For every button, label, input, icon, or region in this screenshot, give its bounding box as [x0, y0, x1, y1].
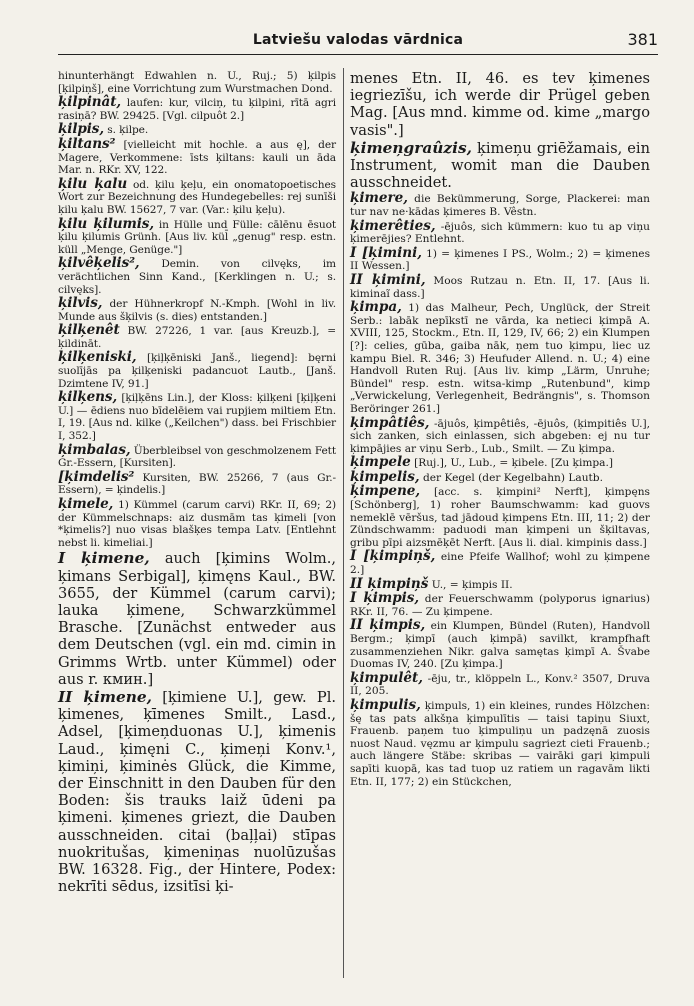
entry-text: Moos Rutzau n. Etn. II, 17. [Aus li. kiminaĩ dass.]	[350, 274, 650, 300]
dictionary-entry	[58, 257, 336, 296]
entry-headword: ķilķeniski,	[58, 349, 137, 366]
dictionary-entry	[350, 414, 650, 456]
entry-text: Kursiten, BW. 25266, 7 (aus Gr.-Essern), = ķindelis.]	[58, 471, 336, 497]
entry-headword: ķimere,	[350, 190, 408, 207]
entry-headword: ķimpulis,	[350, 696, 421, 713]
entry-text: ķimpuls, 1) ein kleines, rundes Hölzchen: šę tas pats alkšņa ķimpulītis — taisi tapiņu Siuxt, Frauenb. paņem tuo ķimpuliņu un padzęnā zuosis nuost Naud. vęzmu ar ķimpulu sagriezt cieti Frauenb.; auch längere Stäbe: skribas — vairāki gaŗi ķimpuli sapīti kuopā, kas tad tuop uz ratiem un ragavām likti Etn. II, 177; 2) ein Stückchen,	[350, 699, 650, 788]
dictionary-entry	[350, 550, 650, 576]
dictionary-entry	[350, 592, 650, 618]
dictionary-entry	[350, 669, 650, 698]
dictionary-entry	[58, 70, 336, 95]
dictionary-entry	[350, 192, 650, 218]
entry-headword: II ķimini,	[350, 271, 426, 288]
dictionary-entry	[58, 324, 336, 350]
dictionary-entry	[58, 135, 336, 177]
dictionary-entry	[350, 696, 650, 788]
entry-text: -ēju, tr., klöppeln L., Konv.² 3507, Druva II, 205.	[350, 672, 650, 698]
entry-headword: I [ķimpiņš,	[350, 548, 436, 565]
entry-text: [ķiļķēniski Janš., liegend]: bęrni suolījās pa ķilķeniski padancuot Lautb., [Janš. Dzimtene IV, 91.]	[58, 352, 336, 390]
entry-headword: ķimbalas,	[58, 441, 131, 458]
entry-text: Demin. von cilvęks, im verächtlichen Sinn Kand., [Kerklingen n. U.; s. cilvęks].	[58, 258, 336, 296]
dictionary-entry	[58, 441, 336, 470]
dictionary-entry	[350, 456, 650, 470]
dictionary-entry	[58, 689, 336, 895]
entry-text: U., = ķimpis II.	[431, 578, 513, 591]
entry-headword: ķilķens,	[58, 389, 118, 406]
entry-headword: II ķimpis,	[350, 617, 426, 634]
dictionary-entry	[350, 70, 650, 139]
entry-headword: ķimpâtiês,	[350, 414, 430, 431]
column-divider	[343, 68, 344, 978]
entry-headword: ķimele,	[58, 496, 114, 512]
entry-text: der Feuerschwamm (polyporus ignarius) RKr. II, 76. — Zu ķimpene.	[350, 593, 650, 618]
entry-headword: ķimerêties,	[350, 217, 436, 234]
entry-text: -ējuôs, sich kümmern: kuo tu ap viņu ķimerējies? Entlehnt.	[350, 220, 650, 246]
entry-headword: ķiltans²	[58, 135, 116, 152]
dictionary-entry	[58, 468, 336, 497]
dictionary-entry	[350, 575, 650, 592]
entry-text: [ķiļķēns Lin.], der Kloss: ķilķeni [ķiļķeni U.] — ēdiens nuo bīdelēiem vai rupjiem miltiem Etn. I, 19. [Aus nd. kilke („Keilchen") dass. bei Frischbier I, 352.]	[58, 392, 336, 443]
dictionary-entry	[350, 468, 650, 485]
entry-headword: ķilu ķalu	[58, 175, 128, 192]
dictionary-entry	[58, 391, 336, 442]
entry-text: [Ruj.], U., Lub., = ķibele. [Zu ķimpa.]	[414, 457, 613, 470]
dictionary-entry	[58, 175, 336, 217]
entry-text: [ķimiene U.], gew. Pl. ķimenes, ķīmenes Smilt., Lasd., Adsel, [ķimeņduonas U.], ķimenis Laud., ķimęni C., ķimeņi Konv.¹, ķimiņi, ķiminės Glück, die Kimme, der Einschnitt in den Dauben für den Boden: šis trauks laiž ūdeni pa ķimeni. ķimenes griezt, die Dauben ausschneiden. citai (baļļai) stīpas nuokritušas, ķimeniņas nuolūzušas BW. 16328. Fig., der Hintere, Podex: nekrīti sēdus, izsitīsi ķi-	[58, 689, 337, 896]
entry-headword: ķimpa,	[350, 299, 402, 316]
left-column	[58, 70, 336, 896]
dictionary-entry	[58, 215, 336, 257]
entry-headword: II ķimpiņš	[350, 575, 429, 592]
entry-headword: ķilu ķilumis,	[58, 215, 154, 232]
entry-text: der Hühnerkropf N.-Kmph. [Wohl in liv. Munde aus šķilvis (s. dies) entstanden.]	[58, 298, 336, 323]
entry-headword: ķilķenêt	[58, 322, 120, 339]
entry-text: ein Klumpen, Bündel (Ruten), Handvoll Bergm.; ķimpī (auch ķimpā) savilkt, krampfhaft zusammenziehen Nikr. galva samętas ķimpī A. Švabe Duomas IV, 240. [Zu ķimpa.]	[350, 620, 650, 671]
entry-text: laufen: kur, vilciņ, tu ķilpini, rītā agri rasiņā? BW. 29425. [Vgl. cilpuôt 2.]	[58, 97, 336, 122]
entry-headword: ķimpene,	[350, 483, 421, 500]
entry-text: -ājuôs, ķimpêtiês, -ējuôs, (ķimpitiês U.], sich zanken, sich einlassen, sich abgeben: ej nu tur ķimpājies ar viņu Serb., Lub., Smilt. — Zu ķimpa.	[350, 417, 650, 455]
right-column	[350, 70, 650, 789]
entry-text: 1) das Malheur, Pech, Unglück, der Streit Serb.: labāk nepīkstī ne vārda, ka netieci ķimpā A. XVIII, 125, Stockm., Etn. II, 129, IV, 66; 2) ein Klumpen [?]: celies, gūba, gaiba nāk, ņem tuo ķimpu, liec uz kampu Biel. R. 346; 3) Heufuder Allend. n. U.; 4) eine Handvoll Ruten Ruj. [Aus liv. kimp „Lärm, Unruhe; Bündel" resp. estn. witsa-kimp „Rutenbund", kimp „Verwickelung, Verlegenheit, Bedrängnis", s. Thomson Beröringer 261.]	[350, 302, 650, 415]
dictionary-entry	[58, 297, 336, 323]
running-title: Latviešu valodas vārdnica	[252, 32, 464, 48]
entry-headword: ķilpis,	[58, 121, 104, 138]
dictionary-entry	[58, 96, 336, 122]
dictionary-entry	[350, 271, 650, 300]
entry-headword: I ķimene,	[58, 549, 150, 568]
dictionary-entry	[350, 301, 650, 415]
entry-text: eine Pfeife Wallhof; wohl zu ķimpene 2.]	[350, 551, 650, 577]
entry-headword: [ķimdelis²	[58, 468, 135, 485]
entry-text: auch [ķimins Wolm., ķimans Serbigal], ķimęns Kaul., BW. 3655, der Kümmel (carum carvi); lauka ķimene, Schwarzkümmel Brasche. [Zunächst entweder aus dem Deutschen (vgl. ein md. cimin in Grimms Wrtb. unter Kümmel) oder aus r. кмин.]	[58, 550, 336, 688]
entry-text: der Kegel (der Kegelbahn) Lautb.	[422, 471, 603, 484]
dictionary-entry	[350, 619, 650, 670]
entry-text: hinunterhängt Edwahlen n. U., Ruj.; 5) ķilpis [ķilpiņš], eine Vorrichtung zum Wurstmachen Dond.	[58, 70, 336, 95]
entry-headword: ķimeņgraûzis,	[350, 138, 472, 157]
running-header	[58, 30, 658, 55]
entry-headword: ķimpelis,	[350, 468, 420, 485]
dictionary-entry	[350, 485, 650, 549]
entry-text: 1) = ķimenes I PS., Wolm.; 2) = ķimenes II Wessen.]	[350, 247, 651, 273]
entry-headword: I [ķimini,	[350, 244, 422, 261]
page-number: 381	[627, 30, 658, 49]
dictionary-entry	[58, 351, 336, 390]
entry-headword: ķilvêķelis²,	[58, 255, 140, 272]
entry-text: [vielleicht mit hochle. a aus ę], der Magere, Verkommene: īsts ķiltans: kauli un āda Mar. n. RKr. XV, 122.	[58, 138, 336, 177]
entry-headword: ķimpele	[350, 454, 411, 471]
entry-text: menes Etn. II, 46. es tev ķimenes iegriezīšu, ich werde dir Prügel geben Mag. [Aus mnd. kimme od. kime „margo vasis".]	[350, 70, 650, 139]
entry-text: 1) Kümmel (carum carvi) RKr. II, 69; 2) der Kümmelschnaps: aiz dusmām tas ķimeli [von *ķimelis?] nuo visas blašķes tempa Latv. [Entlehnt nebst li. kimeliai.]	[58, 499, 336, 549]
entry-headword: ķilpinât,	[58, 94, 121, 111]
dictionary-entry	[58, 550, 336, 688]
dictionary-entry	[350, 217, 650, 246]
dictionary-entry	[350, 140, 650, 192]
entry-text: s. ķilpe.	[107, 124, 149, 137]
entry-text: ķimeņu griēžamais, ein Instrument, womit man die Dauben ausschneidet.	[350, 139, 650, 192]
entry-headword: II ķimene,	[58, 688, 152, 706]
dictionary-entry	[58, 498, 336, 549]
entry-headword: I ķimpis,	[350, 590, 420, 607]
entry-text: in Hülle und Fülle: cālēnu ēsuot ķilu ķilumis Grünh. [Aus liv. kül̄ „genug" resp. estn. küll „Menge, Genüge."]	[58, 218, 336, 256]
entry-text: Überbleibsel von geschmolzenem Fett Gr.-Essern, [Kursiten].	[58, 444, 336, 470]
entry-text: [acc. s. ķimpini² Nerft], ķimpęns [Schönberg], 1) roher Baumschwamm: kad guovs nemeklē vēršus, tad jādoud ķimpens Etn. III, 11; 2) der Zündschwamm: paduodi man ķimpeni un šķiltavas, gribu pīpi aizsmēķēt Nerft. [Aus li. dial. kimpinis dass.]	[350, 486, 650, 549]
entry-text: od. ķilu ķeļu, ein onomatopoetisches Wort zur Bezeichnung des Hundegebelles: rej sunīši ķilu ķalu BW. 15627, 7 var. (Var.: ķilu ķeļu).	[58, 178, 336, 216]
entry-headword: ķimpulêt,	[350, 669, 423, 686]
entry-headword: ķilvis,	[58, 295, 103, 312]
entry-text: BW. 27226, 1 var. [aus Kreuzb.], = ķildināt.	[58, 325, 336, 350]
dictionary-entry	[350, 244, 651, 273]
dictionary-entry	[58, 123, 336, 137]
entry-text: die Bekümmerung, Sorge, Plackerei: man tur nav ne·kādas ķimeres B. Vêstn.	[350, 193, 650, 219]
